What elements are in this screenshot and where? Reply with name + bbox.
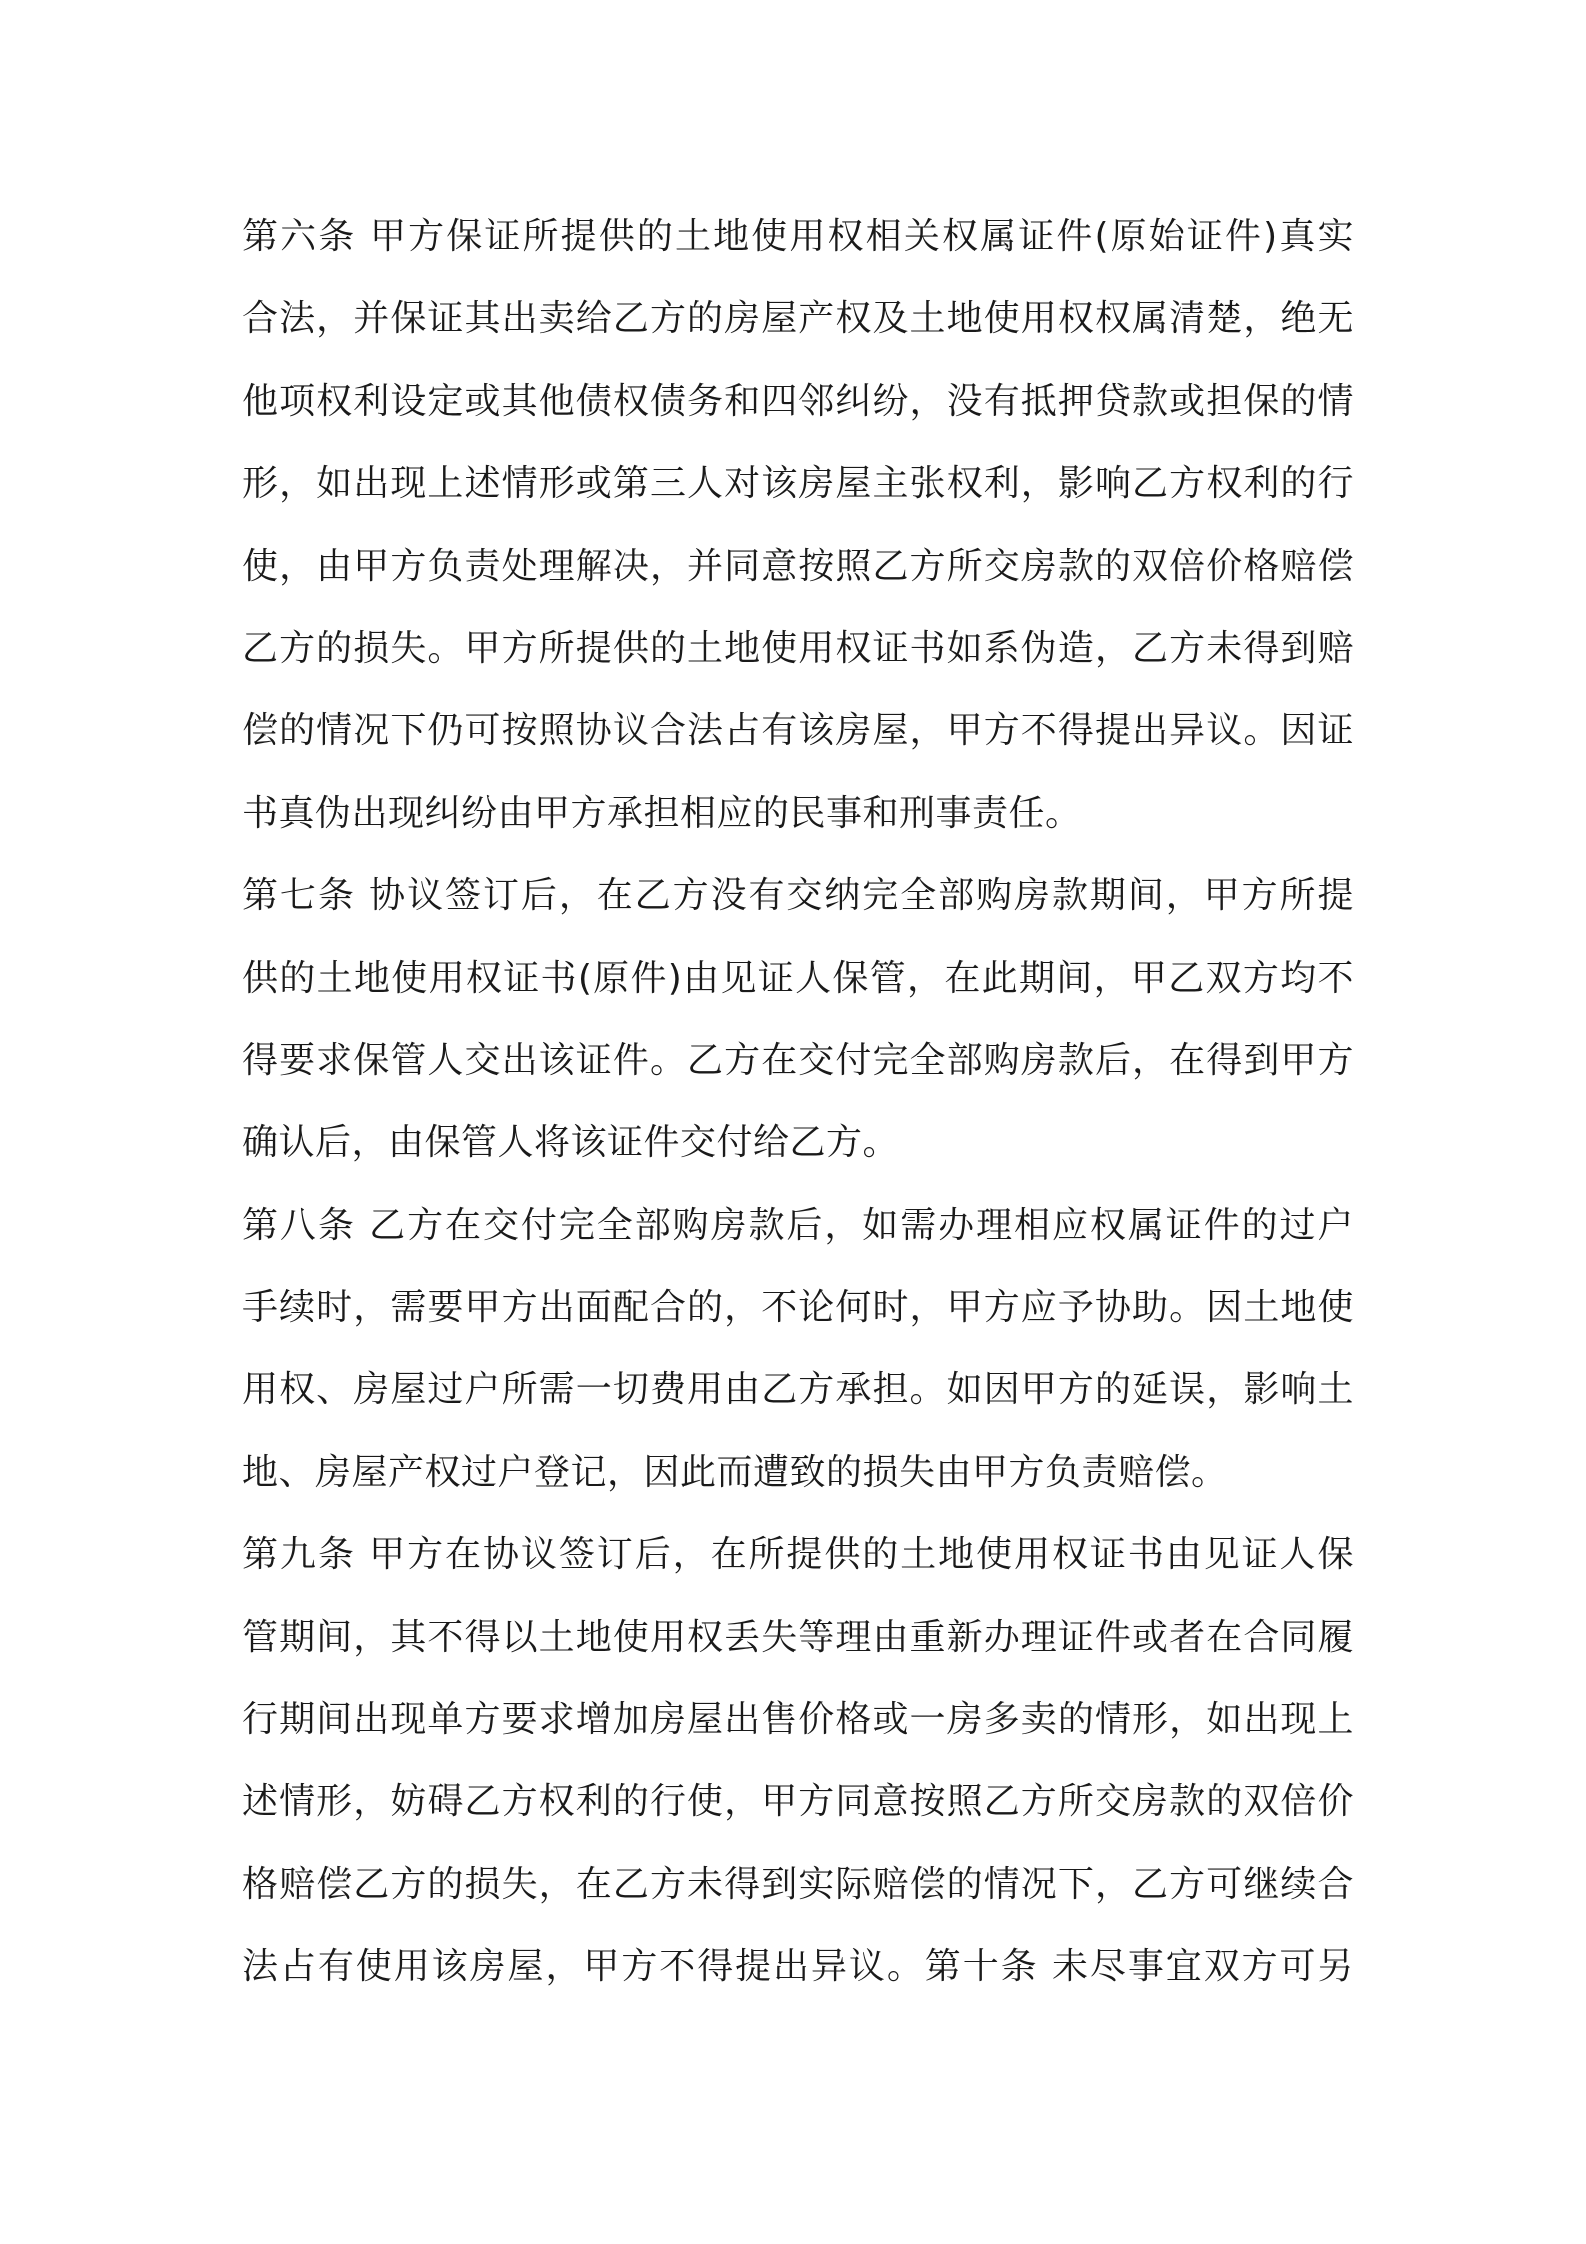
contract-text-body [242, 196, 1354, 2009]
text-line: 格赔偿乙方的损失，在乙方未得到实际赔偿的情况下，乙方可继续合 [242, 1863, 1354, 1905]
text-line: 第七条 协议签订后，在乙方没有交纳完全部购房款期间，甲方所提 [242, 875, 1354, 917]
text-line: 述情形，妨碍乙方权利的行使，甲方同意按照乙方所交房款的双倍价 [242, 1781, 1354, 1823]
text-line: 手续时，需要甲方出面配合的，不论何时，甲方应予协助。因土地使 [242, 1287, 1354, 1329]
text-line: 地、房屋产权过户登记，因此而遭致的损失由甲方负责赔偿。 [242, 1451, 1228, 1493]
text-line: 第八条 乙方在交付完全部购房款后，如需办理相应权属证件的过户 [242, 1204, 1354, 1246]
text-line: 供的土地使用权证书(原件)由见证人保管，在此期间，甲乙双方均不 [242, 957, 1354, 999]
text-line: 确认后，由保管人将该证件交付给乙方。 [242, 1122, 900, 1164]
text-line: 他项权利设定或其他债权债务和四邻纠纷，没有抵押贷款或担保的情 [242, 380, 1354, 422]
text-line: 书真伪出现纠纷由甲方承担相应的民事和刑事责任。 [242, 792, 1082, 834]
text-line: 第九条 甲方在协议签订后，在所提供的土地使用权证书由见证人保 [242, 1534, 1354, 1576]
text-line: 第六条 甲方保证所提供的土地使用权相关权属证件(原始证件)真实 [242, 216, 1354, 257]
text-line: 使，由甲方负责处理解决，并同意按照乙方所交房款的双倍价格赔偿 [242, 545, 1354, 587]
text-line: 法占有使用该房屋，甲方不得提出异议。第十条 未尽事宜双方可另 [242, 1946, 1354, 1988]
text-line: 乙方的损失。甲方所提供的土地使用权证书如系伪造，乙方未得到赔 [242, 627, 1354, 669]
text-line: 用权、房屋过户所需一切费用由乙方承担。如因甲方的延误，影响土 [242, 1369, 1354, 1411]
text-line: 行期间出现单方要求增加房屋出售价格或一房多卖的情形，如出现上 [242, 1699, 1354, 1741]
text-line: 形，如出现上述情形或第三人对该房屋主张权利，影响乙方权利的行 [242, 463, 1354, 505]
text-line: 合法，并保证其出卖给乙方的房屋产权及土地使用权权属清楚，绝无 [242, 298, 1354, 340]
text-line: 管期间，其不得以土地使用权丢失等理由重新办理证件或者在合同履 [242, 1616, 1354, 1658]
text-line: 得要求保管人交出该证件。乙方在交付完全部购房款后，在得到甲方 [242, 1039, 1354, 1081]
text-line: 偿的情况下仍可按照协议合法占有该房屋，甲方不得提出异议。因证 [242, 710, 1354, 752]
